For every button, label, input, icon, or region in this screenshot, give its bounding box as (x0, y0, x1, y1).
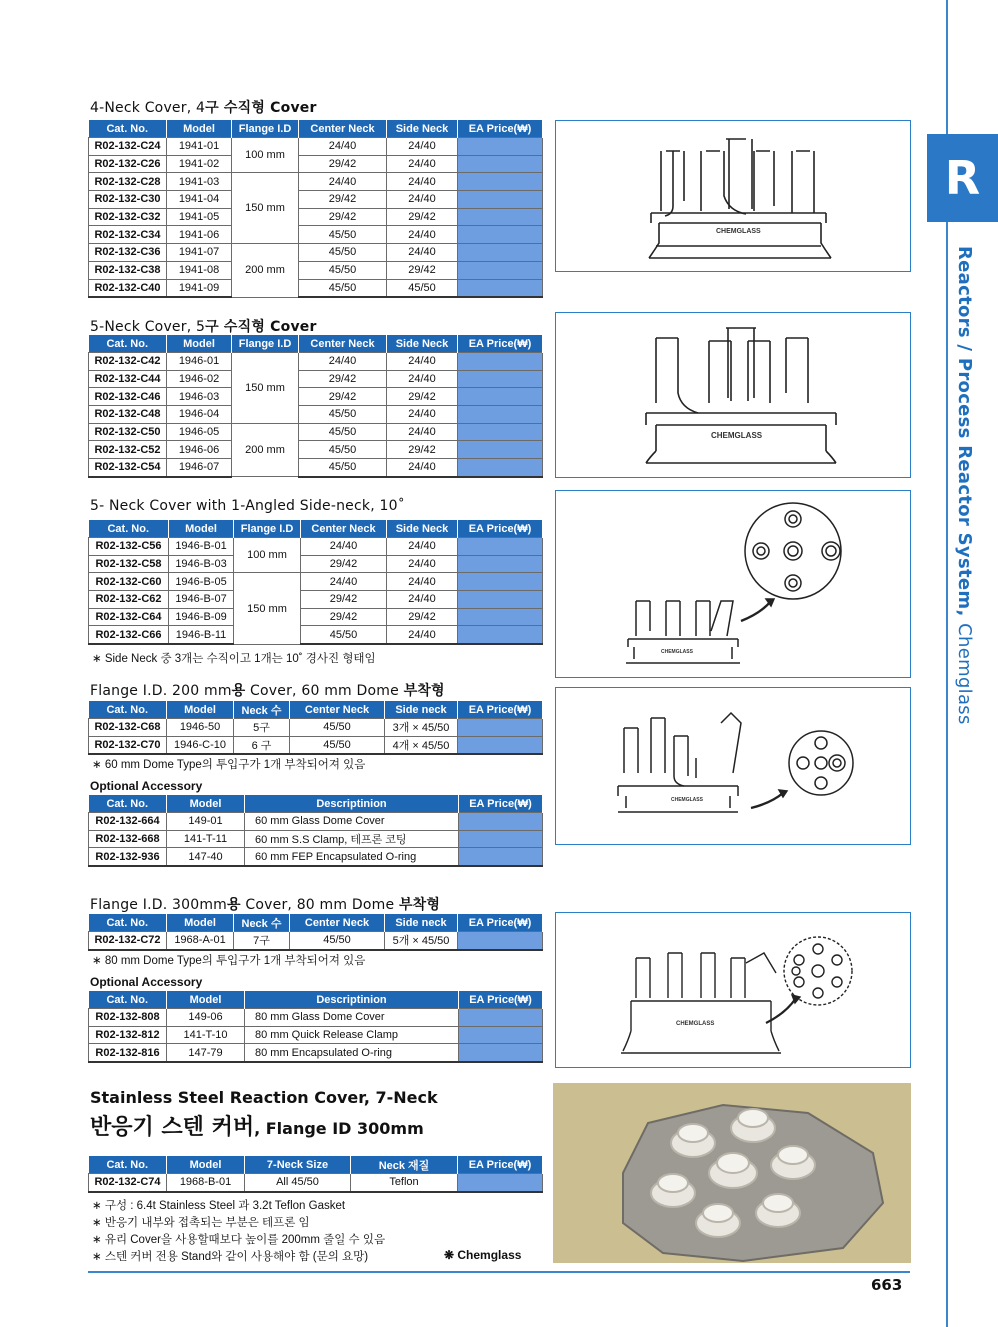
chemglass-logo-text: CHEMGLASS (671, 797, 703, 803)
table-row: R02-132-C26 1941-02 29/42 24/40 (89, 155, 543, 173)
optional-accessory-label: Optional Accessory (90, 975, 203, 989)
col-header: Center Neck (299, 120, 387, 138)
col-header: Side neck (385, 914, 458, 932)
section-title-200mm-dome: Flange I.D. 200 mm용 Cover, 60 mm Dome 부착형 (90, 683, 445, 699)
table-optional-accessory-80mm (88, 991, 543, 1063)
section-subtitle-stainless-cover: 반응기 스텐 커버, Flange ID 300mm (90, 1115, 424, 1140)
col-header: Model (167, 795, 245, 813)
table-row: R02-132-936 147-40 60 mm FEP Encapsulated O-ring (89, 848, 543, 866)
table-row: R02-132-668 141-T-11 60 mm S.S Clamp, 테프론 코팅 (89, 830, 543, 848)
col-header: EA Price(₩) (458, 701, 543, 719)
table-row: R02-132-C36 1941-07 200 mm 45/50 24/40 (89, 244, 543, 262)
note-200mm-dome: ∗ 60 mm Dome Type의 투입구가 1개 부착되어져 있음 (92, 759, 366, 771)
page-number: 663 (871, 1276, 903, 1294)
col-header: Cat. No. (89, 701, 167, 719)
reactor-cover-drawing (556, 688, 910, 844)
col-header: Flange I.D (232, 120, 299, 138)
image-200mm-dome-cover (555, 687, 911, 845)
col-header: EA Price(₩) (458, 520, 543, 538)
chapter-vertical-title: Reactors / Process Reactor System, Chemglass (954, 246, 975, 725)
table-row: R02-132-C58 1946-B-03 29/42 24/40 (89, 555, 543, 573)
reactor-cover-drawing (556, 313, 910, 477)
table-row: R02-132-C52 1946-06 45/50 29/42 (89, 441, 543, 459)
col-header: Model (169, 520, 234, 538)
table-row: R02-132-C34 1941-06 45/50 24/40 (89, 226, 543, 244)
table-row: R02-132-C66 1946-B-11 45/50 24/40 (89, 626, 543, 644)
table-row: R02-132-664 149-01 60 mm Glass Dome Cover (89, 813, 543, 831)
col-header: Neck 재질 (351, 1156, 458, 1174)
chemglass-logo-text: CHEMGLASS (661, 649, 693, 655)
table-row: R02-132-C24 1941-01 100 mm 24/40 24/40 (89, 138, 543, 156)
section-title-angled-neck: 5- Neck Cover with 1-Angled Side-neck, 10˚ (90, 498, 405, 514)
col-header: Center Neck (299, 335, 387, 353)
image-5-neck-cover (555, 312, 911, 478)
col-header: Center Neck (290, 701, 385, 719)
table-row: R02-132-C32 1941-05 29/42 29/42 (89, 208, 543, 226)
col-header: Cat. No. (89, 120, 167, 138)
col-header: Model (167, 1156, 245, 1174)
table-angled-neck-cover (88, 520, 543, 645)
col-header: Model (167, 914, 234, 932)
col-header: Model (167, 991, 245, 1009)
col-header: Side Neck (387, 335, 458, 353)
chemglass-logo-text: CHEMGLASS (711, 431, 763, 440)
col-header: Cat. No. (89, 914, 167, 932)
col-header: Center Neck (301, 520, 387, 538)
photo-stainless-cover (553, 1083, 911, 1263)
col-header: EA Price(₩) (459, 795, 543, 813)
col-header: Cat. No. (89, 520, 169, 538)
table-row: R02-132-C68 1946-50 5구 45/50 3개 × 45/50 (89, 719, 543, 737)
table-5-neck-cover (88, 335, 543, 478)
col-header: EA Price(₩) (458, 335, 543, 353)
table-row: R02-132-812 141-T-10 80 mm Quick Release Clamp (89, 1026, 543, 1044)
optional-accessory-label: Optional Accessory (90, 779, 203, 793)
col-header: Neck 수 (234, 914, 290, 932)
table-stainless-cover (88, 1156, 543, 1193)
col-header: Model (167, 701, 234, 719)
table-row: R02-132-C30 1941-04 29/42 24/40 (89, 191, 543, 209)
table-row: R02-132-C48 1946-04 45/50 24/40 (89, 406, 543, 424)
table-optional-accessory-60mm (88, 795, 543, 867)
col-header: Cat. No. (89, 991, 167, 1009)
table-row: R02-132-C56 1946-B-01 100 mm 24/40 24/40 (89, 538, 543, 556)
brand-chemglass: ❋ Chemglass (444, 1248, 522, 1262)
col-header: Center Neck (290, 914, 385, 932)
col-header: EA Price(₩) (458, 1156, 543, 1174)
image-angled-neck-cover (555, 490, 911, 678)
col-header: EA Price(₩) (458, 120, 543, 138)
col-header: 7-Neck Size (245, 1156, 351, 1174)
col-header: Flange I.D (234, 520, 301, 538)
footer-rule (88, 1271, 910, 1273)
chemglass-logo-text: CHEMGLASS (716, 228, 761, 235)
col-header: Side Neck (387, 120, 458, 138)
table-row: R02-132-C72 1968-A-01 7구 45/50 5개 × 45/50 (89, 932, 543, 950)
table-row: R02-132-C50 1946-05 200 mm 45/50 24/40 (89, 423, 543, 441)
col-header: EA Price(₩) (458, 914, 543, 932)
chemglass-logo-text: CHEMGLASS (676, 1021, 715, 1027)
table-row: R02-132-816 147-79 80 mm Encapsulated O-ring (89, 1044, 543, 1062)
col-header: Descriptinion (245, 991, 459, 1009)
note-line: ∗ 스텐 커버 전용 Stand와 같이 사용해야 함 (문의 요망) (92, 1251, 369, 1263)
col-header: Flange I.D (232, 335, 299, 353)
table-row: R02-132-C46 1946-03 29/42 29/42 (89, 388, 543, 406)
reactor-cover-drawing (556, 491, 910, 677)
section-title-4-neck: 4-Neck Cover, 4구 수직형 Cover (90, 100, 317, 116)
image-4-neck-cover (555, 120, 911, 272)
section-title-300mm-dome: Flange I.D. 300mm용 Cover, 80 mm Dome 부착형 (90, 897, 441, 913)
table-row: R02-132-C64 1946-B-09 29/42 29/42 (89, 608, 543, 626)
section-title-stainless-cover: Stainless Steel Reaction Cover, 7-Neck (90, 1088, 438, 1107)
reactor-cover-drawing (556, 913, 910, 1067)
table-row: R02-132-C38 1941-08 45/50 29/42 (89, 261, 543, 279)
table-row: R02-132-C54 1946-07 45/50 24/40 (89, 459, 543, 477)
table-200mm-dome-cover (88, 701, 543, 755)
table-row: R02-132-C42 1946-01 150 mm 24/40 24/40 (89, 353, 543, 371)
chapter-tab: R (927, 134, 998, 222)
note-angled-neck: ∗ Side Neck 중 3개는 수직이고 1개는 10˚ 경사진 형태임 (92, 653, 376, 665)
table-row: R02-132-C44 1946-02 29/42 24/40 (89, 370, 543, 388)
section-title-5-neck: 5-Neck Cover, 5구 수직형 Cover (90, 319, 317, 335)
note-line: ∗ 구성 : 6.4t Stainless Steel 과 3.2t Teflon Gasket (92, 1200, 346, 1212)
table-row: R02-132-C70 1946-C-10 6 구 45/50 4개 × 45/50 (89, 736, 543, 754)
note-line: ∗ 유리 Cover을 사용할때보다 높이를 200mm 줄일 수 있음 (92, 1234, 386, 1246)
table-row: R02-132-C28 1941-03 150 mm 24/40 24/40 (89, 173, 543, 191)
col-header: Cat. No. (89, 795, 167, 813)
col-header: Cat. No. (89, 1156, 167, 1174)
note-line: ∗ 반응기 내부와 접촉되는 부분은 테프론 임 (92, 1217, 310, 1229)
col-header: Cat. No. (89, 335, 167, 353)
col-header: Model (167, 335, 232, 353)
table-row: R02-132-808 149-06 80 mm Glass Dome Cover (89, 1009, 543, 1027)
image-300mm-dome-cover (555, 912, 911, 1068)
table-row: R02-132-C40 1941-09 45/50 45/50 (89, 279, 543, 297)
col-header: Side neck (385, 701, 458, 719)
table-row: R02-132-C74 1968-B-01 All 45/50 Teflon (89, 1174, 543, 1192)
col-header: Descriptinion (245, 795, 459, 813)
reactor-cover-drawing (556, 121, 910, 271)
col-header: Model (167, 120, 232, 138)
table-4-neck-cover (88, 120, 543, 298)
col-header: Neck 수 (234, 701, 290, 719)
table-row: R02-132-C62 1946-B-07 29/42 24/40 (89, 591, 543, 609)
col-header: Side Neck (387, 520, 458, 538)
note-300mm-dome: ∗ 80 mm Dome Type의 투입구가 1개 부착되어져 있음 (92, 955, 366, 967)
table-300mm-dome-cover (88, 914, 543, 951)
col-header: EA Price(₩) (459, 991, 543, 1009)
table-row: R02-132-C60 1946-B-05 150 mm 24/40 24/40 (89, 573, 543, 591)
stainless-cover-photo (553, 1083, 911, 1263)
